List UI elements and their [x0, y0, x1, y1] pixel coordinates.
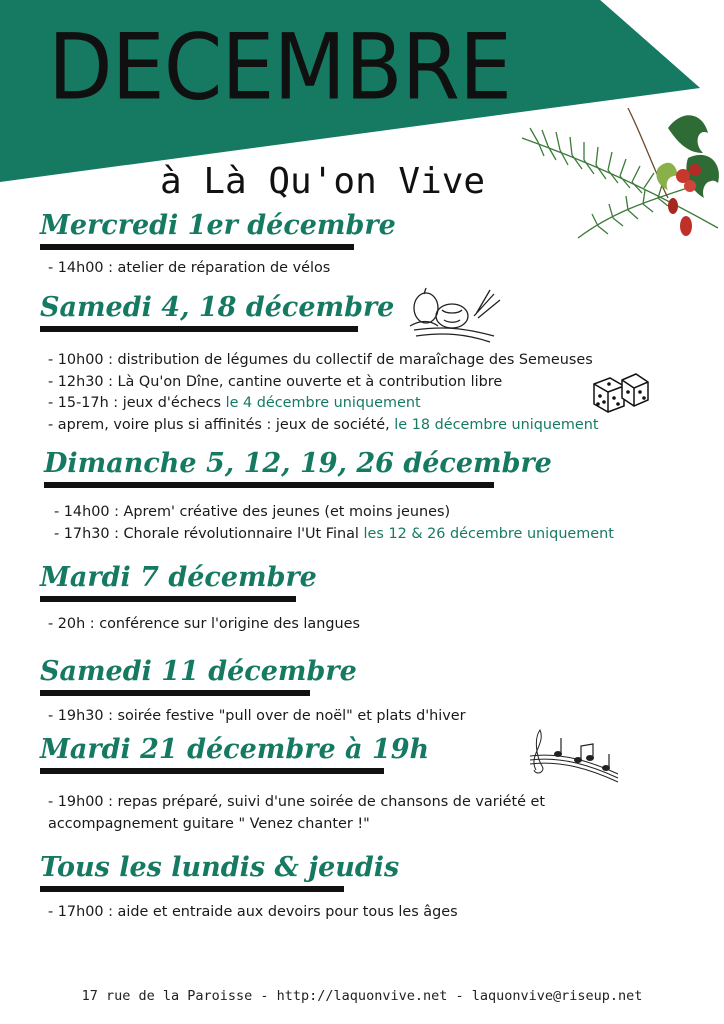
section-lundis-jeudis — [40, 852, 399, 892]
section-dimanche — [44, 448, 552, 488]
event-item: - 15-17h : jeux d'échecs le 4 décembre uniquement — [48, 395, 421, 411]
section-heading: Samedi 11 décembre — [40, 656, 357, 687]
section-items — [48, 614, 360, 636]
section-heading: Mardi 7 décembre — [40, 562, 317, 593]
event-item: - 14h00 : Aprem' créative des jeunes (et moins jeunes) — [54, 504, 451, 520]
section-heading: Samedi 4, 18 décembre — [40, 292, 395, 323]
section-items — [48, 902, 458, 924]
page-subtitle: à Là Qu'on Vive — [160, 161, 486, 202]
section-items — [48, 706, 466, 728]
music-notes-icon — [522, 726, 622, 784]
event-item: accompagnement guitare " Venez chanter !" — [48, 815, 370, 832]
event-item: - 12h30 : Là Qu'on Dîne, cantine ouverte et à contribution libre — [48, 373, 503, 390]
section-items — [54, 502, 614, 545]
section-samedi-4-18 — [40, 292, 394, 332]
event-item: - 19h00 : repas préparé, suivi d'une soirée de chansons de variété et — [48, 794, 546, 810]
section-mardi-7 — [40, 562, 317, 602]
event-item: - 14h00 : atelier de réparation de vélos — [48, 260, 331, 276]
section-items — [48, 258, 330, 280]
heading-underline — [44, 482, 494, 488]
section-items — [48, 350, 599, 436]
dice-icon — [590, 372, 650, 416]
event-item: - 17h30 : Chorale révolutionnaire l'Ut Final les 12 & 26 décembre uniquement — [54, 525, 614, 542]
event-item: - 17h00 : aide et entraide aux devoirs pour tous les âges — [48, 904, 458, 920]
heading-underline — [40, 690, 310, 696]
section-heading: Mardi 21 décembre à 19h — [40, 734, 430, 765]
event-item: - 19h30 : soirée festive "pull over de noël" et plats d'hiver — [48, 708, 466, 724]
section-items — [48, 792, 545, 835]
section-heading: Dimanche 5, 12, 19, 26 décembre — [44, 448, 552, 479]
date-highlight: les 12 & 26 décembre uniquement — [363, 525, 614, 542]
footer-contact: 17 rue de la Paroisse - http://laquonvive.net - laquonvive@riseup.net — [81, 988, 643, 1004]
heading-underline — [40, 596, 296, 602]
vegetables-icon — [404, 286, 504, 346]
event-item: - 10h00 : distribution de légumes du collectif de maraîchage des Semeuses — [48, 352, 593, 368]
date-highlight: le 18 décembre uniquement — [394, 416, 599, 433]
section-mercredi-1 — [40, 210, 396, 250]
heading-underline — [40, 886, 344, 892]
event-item: - 20h : conférence sur l'origine des langues — [48, 616, 360, 632]
heading-underline — [40, 768, 384, 774]
section-heading: Mercredi 1er décembre — [40, 210, 396, 241]
section-heading: Tous les lundis & jeudis — [40, 852, 400, 883]
date-highlight: le 4 décembre uniquement — [225, 395, 421, 411]
section-samedi-11 — [40, 656, 357, 696]
holly-pine-branch-icon — [518, 98, 724, 250]
event-item: - aprem, voire plus si affinités : jeux de société, le 18 décembre uniquement — [48, 416, 599, 433]
section-mardi-21 — [40, 734, 429, 774]
heading-underline — [40, 244, 354, 250]
page-title: DECEMBRE — [48, 14, 512, 121]
heading-underline — [40, 326, 358, 332]
